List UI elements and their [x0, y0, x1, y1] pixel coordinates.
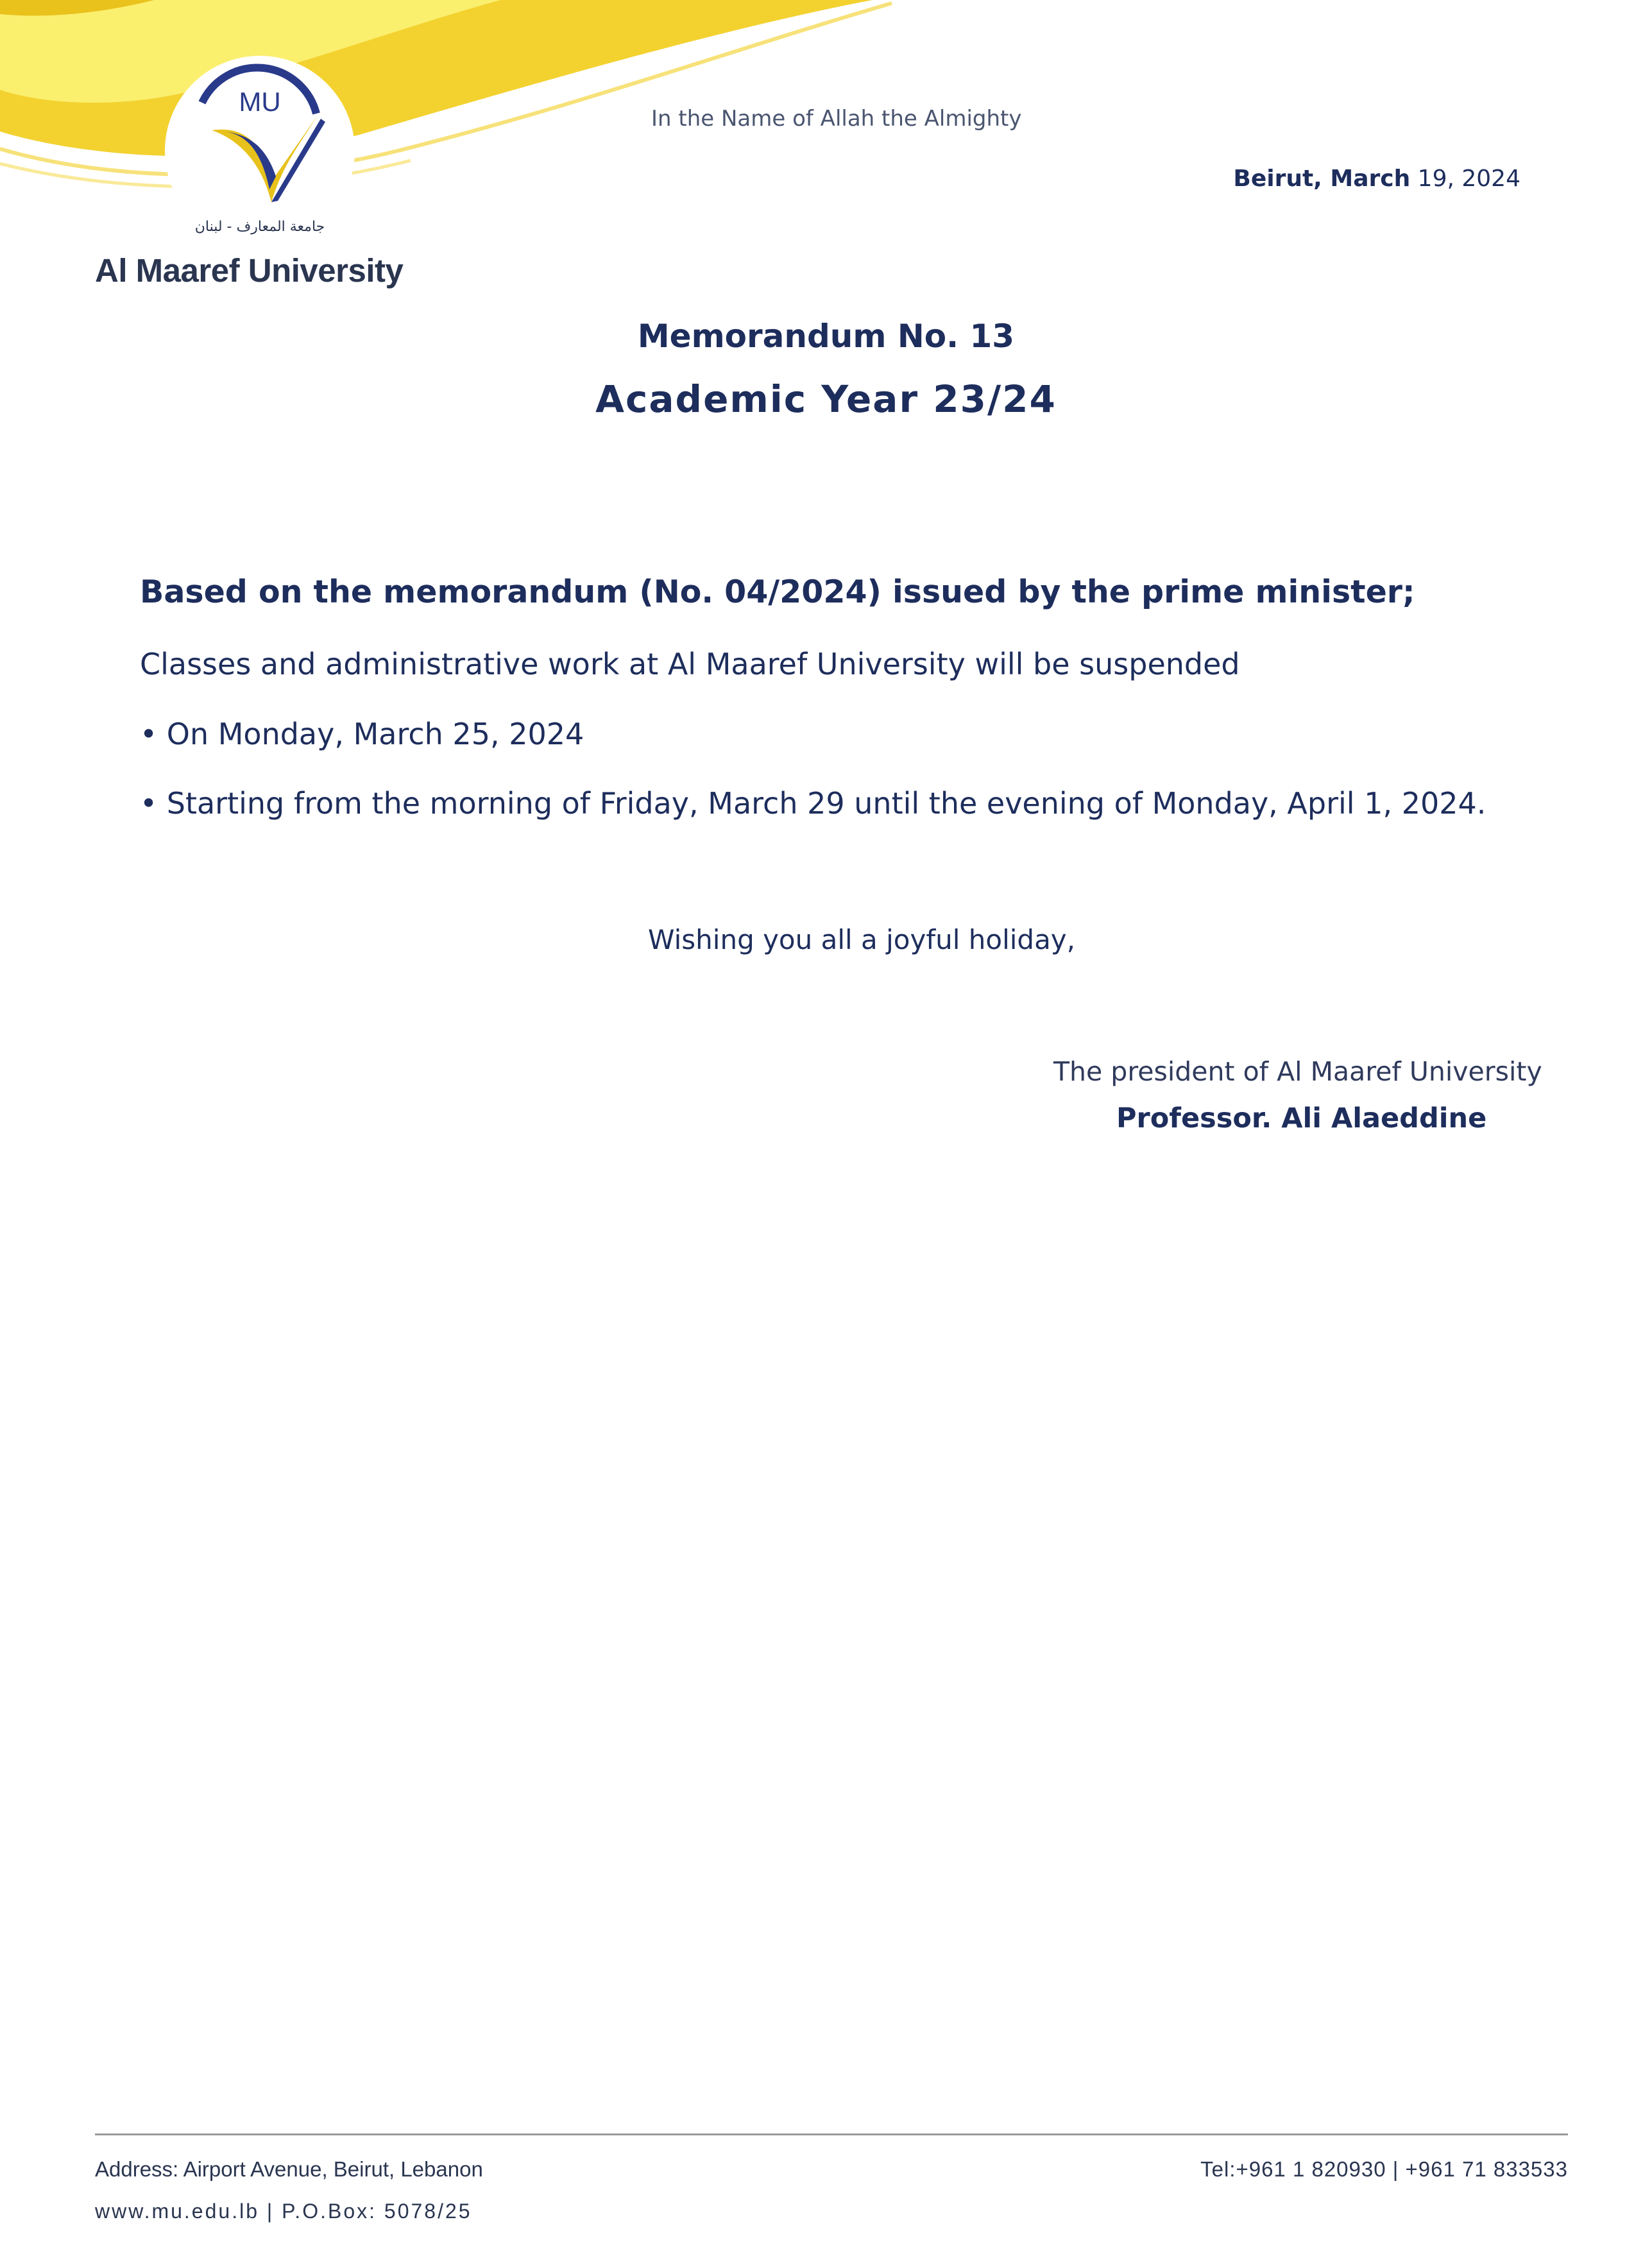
academic-year: Academic Year 23/24	[595, 377, 1057, 421]
signatory-role: The president of Al Maaref University	[1053, 1056, 1542, 1087]
memo-bullet: • On Monday, March 25, 2024	[140, 717, 584, 751]
signatory-name: Professor. Ali Alaeddine	[1116, 1102, 1487, 1134]
memo-date	[1233, 166, 1520, 192]
closing-line: Wishing you all a joyful holiday,	[648, 924, 1076, 955]
footer-telephone: Tel:+961 1 820930 | +961 71 833533	[1200, 2157, 1568, 2181]
footer-website-pobox: www.mu.edu.lb | P.O.Box: 5078/25	[95, 2200, 472, 2223]
memo-lead-sentence: Based on the memorandum (No. 04/2024) issued by the prime minister;	[140, 574, 1415, 610]
basmala-heading: In the Name of Allah the Almighty	[651, 106, 1022, 132]
footer-address: Address: Airport Avenue, Beirut, Lebanon	[95, 2157, 483, 2181]
memo-number: Memorandum No. 13	[637, 318, 1015, 355]
logo-arabic-text: جامعة المعارف - لبنان	[194, 219, 325, 235]
footer-divider	[95, 2133, 1568, 2135]
date-place: Beirut, March	[1233, 166, 1411, 192]
date-day-year: 19, 2024	[1410, 166, 1520, 192]
university-name: Al Maaref University	[95, 252, 404, 289]
memo-intro: Classes and administrative work at Al Maaref University will be suspended	[140, 647, 1240, 681]
university-logo	[164, 55, 356, 247]
header-yellow-swoosh	[0, 0, 898, 192]
logo-monogram: MU	[239, 87, 281, 117]
memo-bullet: • Starting from the morning of Friday, March 29 until the evening of Monday, April 1, 2024.	[140, 786, 1486, 821]
